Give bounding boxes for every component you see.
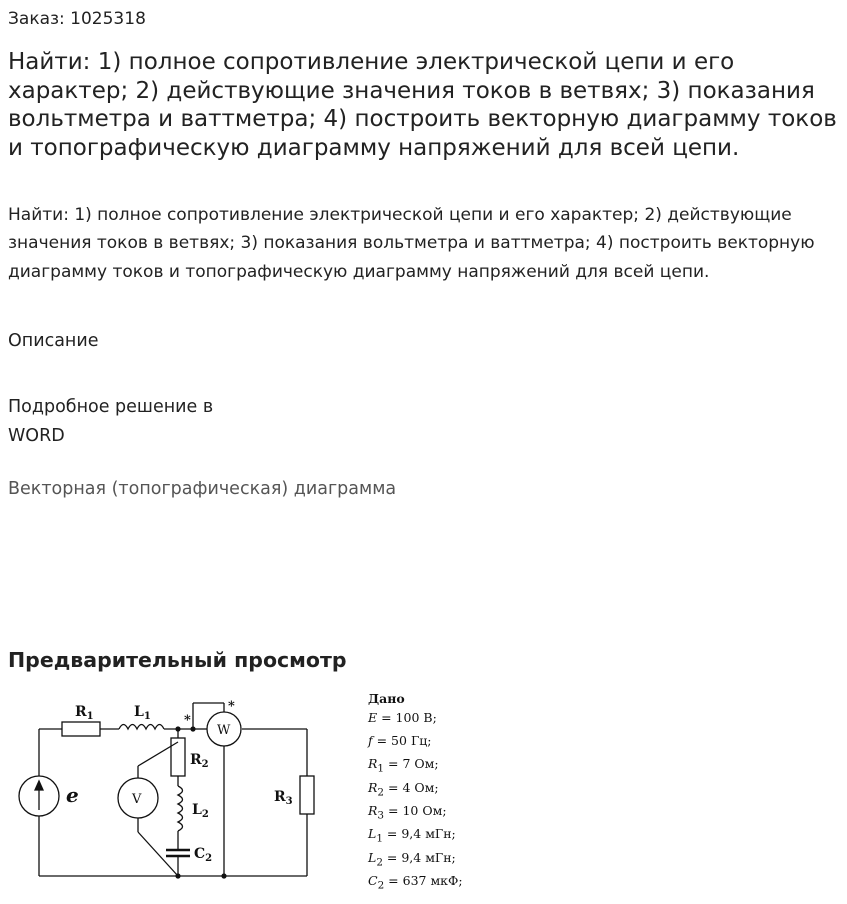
svg-text:*: * (184, 713, 191, 728)
given-row: $L_1 = 9,4$ мГн; (368, 826, 456, 845)
preview-title: Предварительный просмотр (8, 648, 347, 672)
vector-diagram-link[interactable]: Векторная (топографическая) диаграмма (8, 479, 397, 499)
solution-line-1: Подробное решение в (8, 397, 214, 417)
circuit-diagram (14, 692, 324, 884)
inductor-l2 (178, 786, 183, 831)
svg-text:*: * (228, 699, 235, 714)
svg-text:R3: $R_3$ (274, 789, 293, 807)
svg-text:e: e (66, 783, 79, 807)
given-row: f = 50 Гц; (368, 733, 432, 749)
task-description: Найти: 1) полное сопротивление электрической цепи и его характер; 2) действующие значения токов в ветвях; 3) показания вольтметра и ваттметра; 4) построить векторную диаграмму токов и топографическую диаграмму напряжений для всей цепи. (8, 205, 815, 282)
capacitor-c2 (166, 850, 190, 856)
svg-text:W: W (217, 723, 231, 738)
voltage-source (19, 776, 59, 816)
given-row: $R_1 = 7$ Ом; (368, 756, 439, 775)
given-row: $R_3 = 10$ Ом; (368, 802, 447, 822)
resistor-r3 (300, 776, 314, 814)
page-title: Найти: 1) полное сопротивление электрической цепи и его характер; 2) действующие значения токов в ветвях; 3) показания вольтметра и ваттметра; 4) построить векторную диаграмму токов и топографическую диаграмму напряжений для всей цепи. (8, 49, 837, 161)
given-values (368, 690, 463, 895)
description-label: Описание (8, 331, 99, 351)
svg-text:L1: $L_1$ (134, 704, 151, 722)
given-title: Дано (368, 691, 405, 706)
svg-text:C2: $C_2$ (194, 846, 213, 864)
svg-text:R1: $R_1$ (75, 704, 94, 722)
given-row: $C_2 = 637$ мкФ; (368, 872, 463, 892)
given-row: E = 100 В; (368, 709, 437, 725)
given-row: $L_2 = 9,4$ мГн; (368, 849, 456, 869)
resistor-r2 (171, 738, 185, 776)
solution-info (8, 393, 308, 450)
svg-text:L2: $L_2$ (192, 802, 209, 820)
order-number: Заказ: 1025318 (8, 9, 146, 29)
solution-line-2: WORD (8, 425, 65, 446)
svg-text:R2: $R_2$ (190, 752, 209, 770)
given-row: $R_2 = 4$ Ом; (368, 779, 439, 799)
resistor-r1 (62, 722, 100, 736)
svg-text:V: V (132, 792, 142, 807)
inductor-l1 (119, 725, 164, 730)
